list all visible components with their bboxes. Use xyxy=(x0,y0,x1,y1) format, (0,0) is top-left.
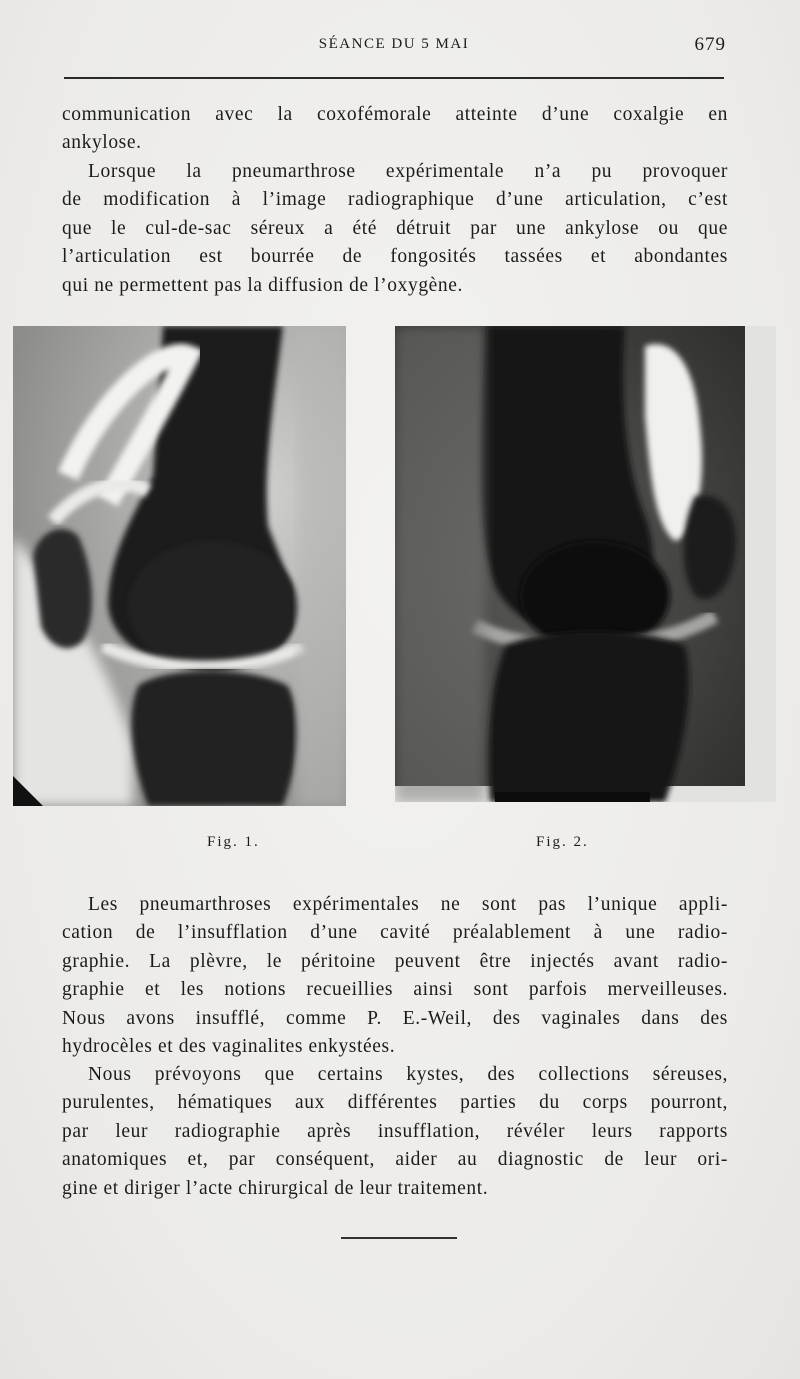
paragraph-pneumarthrose xyxy=(62,158,728,300)
header-rule xyxy=(64,77,724,79)
text-line: qui ne permettent pas la diffusion de l’oxygène. xyxy=(62,274,464,296)
text-line: l’articulation est bourrée de fongosités tassées et abondantes xyxy=(62,246,728,268)
text-line: Lorsque la pneumarthrose expérimentale n’a pu provoquer xyxy=(88,161,728,182)
running-title: SÉANCE DU 5 MAI xyxy=(318,36,470,52)
text-line: ankylose. xyxy=(62,132,142,154)
paragraph-kystes xyxy=(62,1061,728,1203)
text-line: purulentes, hématiques aux différentes parties du corps pourront, xyxy=(62,1092,728,1114)
text-line: par leur radiographie après insufflation, révéler leurs rapports xyxy=(62,1120,728,1142)
section-end-rule xyxy=(341,1237,457,1239)
text-line: Nous avons insufflé, comme P. E.-Weil, des vaginales dans des xyxy=(62,1007,728,1029)
knee-radiograph-image xyxy=(13,326,346,806)
figure-1-caption: Fig. 1. xyxy=(207,834,260,850)
knee-radiograph-image xyxy=(395,326,776,802)
text-line: graphie. La plèvre, le péritoine peuvent être injectés avant radio- xyxy=(62,950,728,972)
text-line: graphie et les notions recueillies ainsi sont parfois merveilleuses. xyxy=(62,979,728,1001)
text-line: cation de l’insufflation d’une cavité préalablement à une radio- xyxy=(62,922,728,944)
paragraph-insufflation xyxy=(62,891,728,1061)
paragraph-continuation xyxy=(62,101,728,158)
figure-2-caption: Fig. 2. xyxy=(536,834,589,850)
text-line: communication avec la coxofémorale atteinte d’une coxalgie en xyxy=(62,104,728,125)
text-line: que le cul-de-sac séreux a été détruit par une ankylose ou que xyxy=(62,217,728,239)
figure-2-radiograph xyxy=(395,326,776,802)
figure-1-radiograph xyxy=(13,326,346,806)
text-line: gine et diriger l’acte chirurgical de leur traitement. xyxy=(62,1177,489,1199)
page-number: 679 xyxy=(694,34,726,55)
text-line: hydrocèles et des vaginalites enkystées. xyxy=(62,1036,396,1058)
text-line: Nous prévoyons que certains kystes, des collections séreuses, xyxy=(88,1064,728,1085)
text-line: Les pneumarthroses expérimentales ne sont pas l’unique appli- xyxy=(88,894,728,915)
text-line: de modification à l’image radiographique d’une articulation, c’est xyxy=(62,189,728,211)
running-head xyxy=(62,36,726,64)
text-line: anatomiques et, par conséquent, aider au diagnostic de leur ori- xyxy=(62,1149,728,1171)
